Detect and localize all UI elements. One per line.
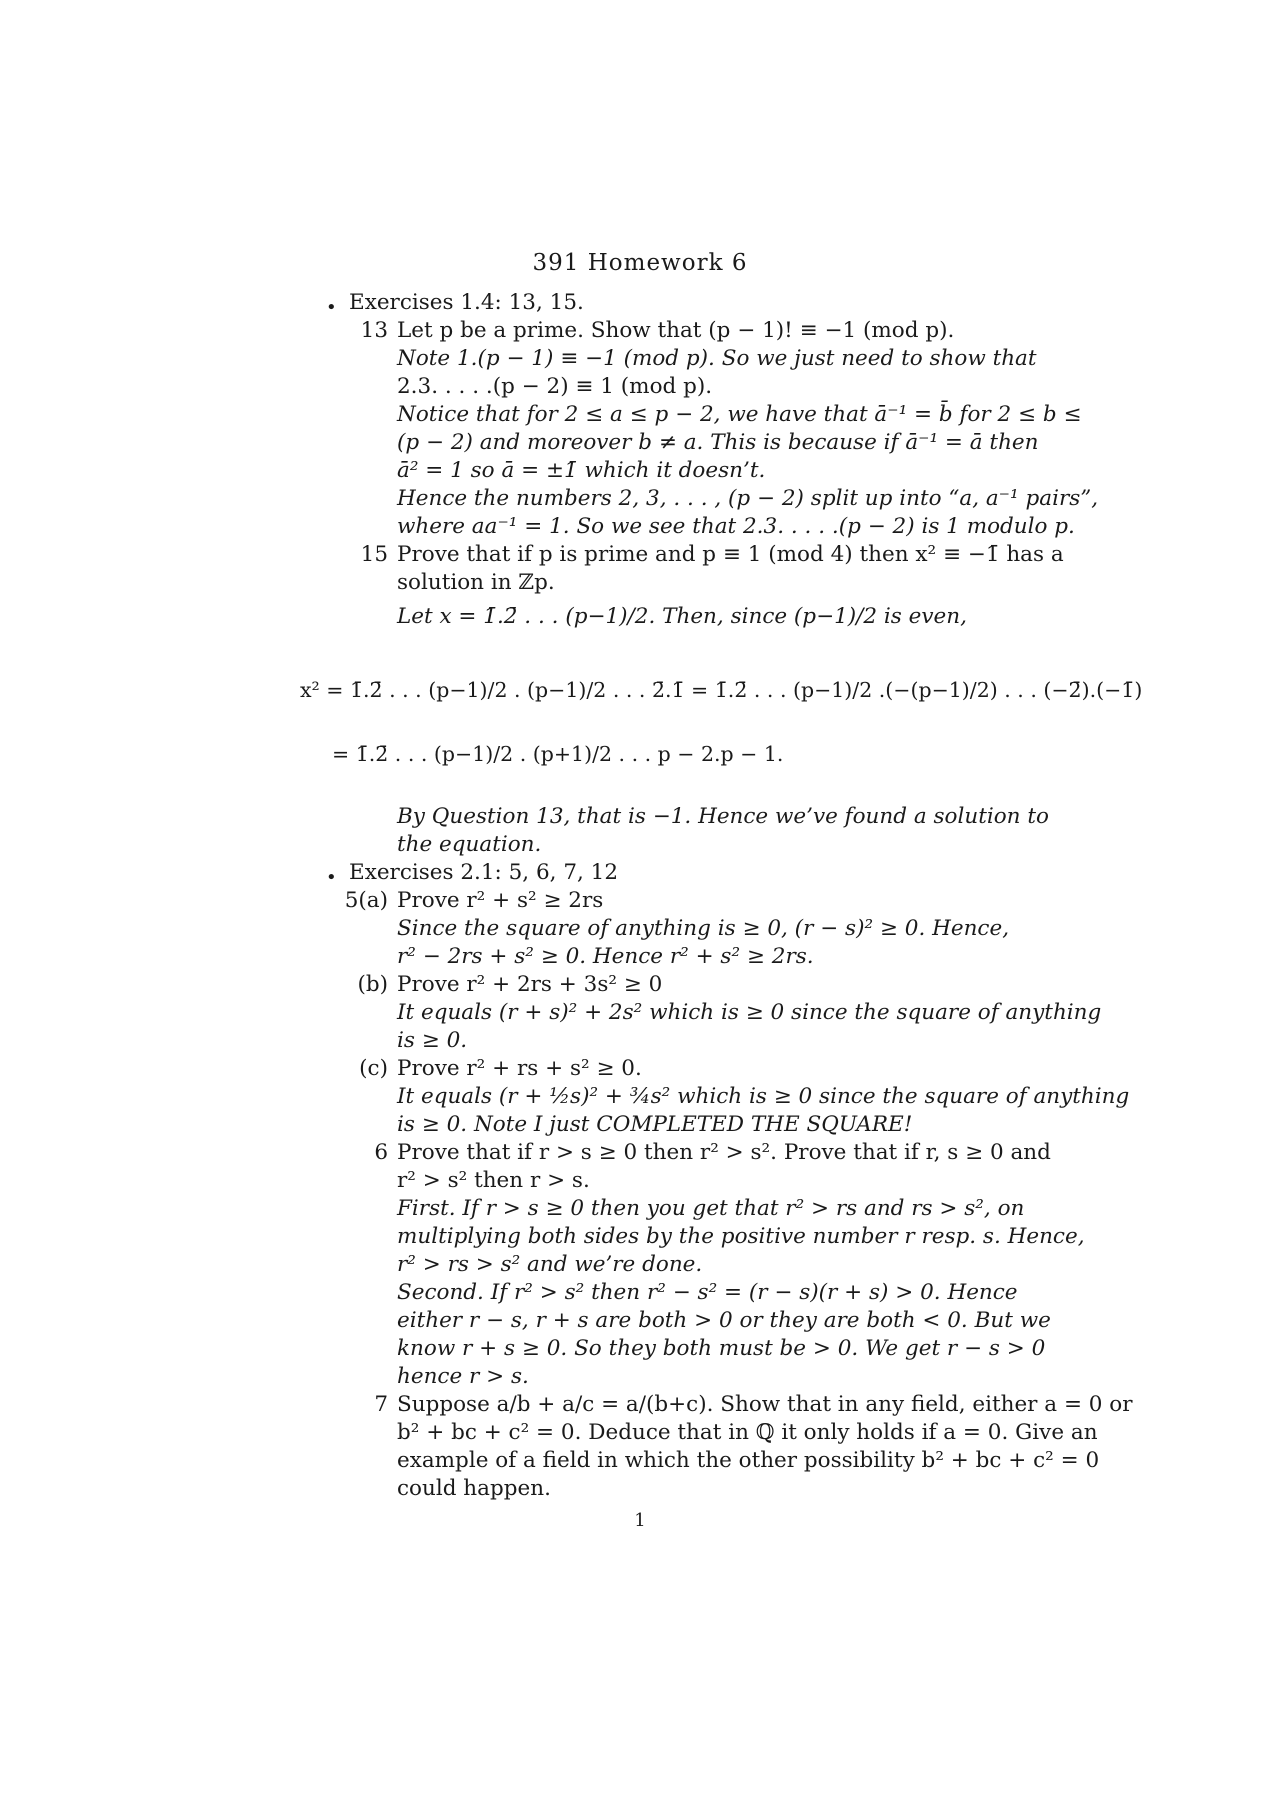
- problem-statement: Prove that if p is prime and p ≡ 1 (mod 4) then x² ≡ −1̄ has a: [397, 542, 1064, 567]
- solution-line: Second. If r² > s² then r² − s² = (r − s)(r + s) > 0. Hence: [397, 1280, 1018, 1305]
- problem-statement: Prove r² + s² ≥ 2rs: [397, 888, 604, 913]
- solution-line: the equation.: [397, 832, 542, 857]
- problem-statement: Let p be a prime. Show that (p − 1)! ≡ −1 (mod p).: [397, 318, 955, 343]
- problem-statement: Prove that if r > s ≥ 0 then r² > s². Prove that if r, s ≥ 0 and: [397, 1140, 1051, 1165]
- problem-number: (b): [357, 972, 388, 997]
- section-heading: Exercises 2.1: 5, 6, 7, 12: [349, 860, 619, 885]
- solution-line: r² > rs > s² and we’re done.: [397, 1252, 703, 1277]
- solution-line: is ≥ 0. Note I just COMPLETED THE SQUARE!: [397, 1112, 913, 1137]
- solution-line: Since the square of anything is ≥ 0, (r − s)² ≥ 0. Hence,: [397, 916, 1010, 941]
- solution-line: Note 1.(p − 1) ≡ −1 (mod p). So we just need to show that: [397, 346, 1037, 371]
- solution-line: It equals (r + ½s)² + ¾s² which is ≥ 0 since the square of anything: [397, 1084, 1130, 1109]
- page-title: 391 Homework 6: [532, 250, 748, 276]
- problem-number: 6: [374, 1140, 388, 1165]
- solution-line: hence r > s.: [397, 1364, 529, 1389]
- problem-statement: r² > s² then r > s.: [397, 1168, 590, 1193]
- bullet-icon: •: [326, 867, 337, 888]
- problem-statement: Prove r² + rs + s² ≥ 0.: [397, 1056, 642, 1081]
- solution-line: is ≥ 0.: [397, 1028, 468, 1053]
- problem-statement: could happen.: [397, 1476, 551, 1501]
- problem-statement: b² + bc + c² = 0. Deduce that in ℚ it only holds if a = 0. Give an: [397, 1420, 1098, 1445]
- section-heading: Exercises 1.4: 13, 15.: [349, 290, 584, 315]
- page-number: 1: [634, 1510, 646, 1531]
- solution-line: By Question 13, that is −1. Hence we’ve found a solution to: [397, 804, 1049, 829]
- problem-number: 13: [360, 318, 388, 343]
- problem-statement: Suppose a/b + a/c = a/(b+c). Show that in any field, either a = 0 or: [397, 1392, 1133, 1417]
- solution-line: Hence the numbers 2, 3, . . . , (p − 2) split up into “a, a⁻¹ pairs”,: [397, 486, 1099, 511]
- bullet-icon: •: [326, 297, 337, 318]
- solution-line: It equals (r + s)² + 2s² which is ≥ 0 since the square of anything: [397, 1000, 1102, 1025]
- equation-line: x² = 1̄.2̄ . . . (p−1)/2 . (p−1)/2 . . . 2̄.1̄ = 1̄.2̄ . . . (p−1)/2 .(−(p−1)/2) . . . (−2̄).(−1̄): [300, 678, 1143, 702]
- solution-line: multiplying both sides by the positive number r resp. s. Hence,: [397, 1224, 1085, 1249]
- problem-statement: solution in ℤp.: [397, 570, 555, 595]
- solution-line: (p − 2) and moreover b ≠ a. This is because if ā⁻¹ = ā then: [397, 430, 1039, 455]
- solution-line: r² − 2rs + s² ≥ 0. Hence r² + s² ≥ 2rs.: [397, 944, 814, 969]
- problem-number: 5(a): [344, 888, 388, 913]
- problem-statement: Prove r² + 2rs + 3s² ≥ 0: [397, 972, 663, 997]
- solution-line: Let x = 1̄.2̄ . . . (p−1)/2. Then, since (p−1)/2 is even,: [397, 604, 967, 629]
- problem-number: 7: [374, 1392, 388, 1417]
- solution-line: ā² = 1 so ā = ±1̄ which it doesn’t.: [397, 458, 766, 483]
- solution-line: know r + s ≥ 0. So they both must be > 0. We get r − s > 0: [397, 1336, 1046, 1361]
- solution-line: where aa⁻¹ = 1. So we see that 2.3. . . . .(p − 2) is 1 modulo p.: [397, 514, 1075, 539]
- problem-statement: example of a field in which the other possibility b² + bc + c² = 0: [397, 1448, 1100, 1473]
- solution-line: either r − s, r + s are both > 0 or they are both < 0. But we: [397, 1308, 1051, 1333]
- solution-line: Notice that for 2 ≤ a ≤ p − 2, we have that ā⁻¹ = b̄ for 2 ≤ b ≤: [397, 402, 1082, 427]
- solution-line: First. If r > s ≥ 0 then you get that r² > rs and rs > s², on: [397, 1196, 1025, 1221]
- solution-line: 2.3. . . . .(p − 2) ≡ 1 (mod p).: [397, 374, 713, 399]
- equation-line: = 1̄.2̄ . . . (p−1)/2 . (p+1)/2 . . . p − 2.p − 1.: [332, 742, 784, 766]
- problem-number: (c): [359, 1056, 388, 1081]
- problem-number: 15: [360, 542, 388, 567]
